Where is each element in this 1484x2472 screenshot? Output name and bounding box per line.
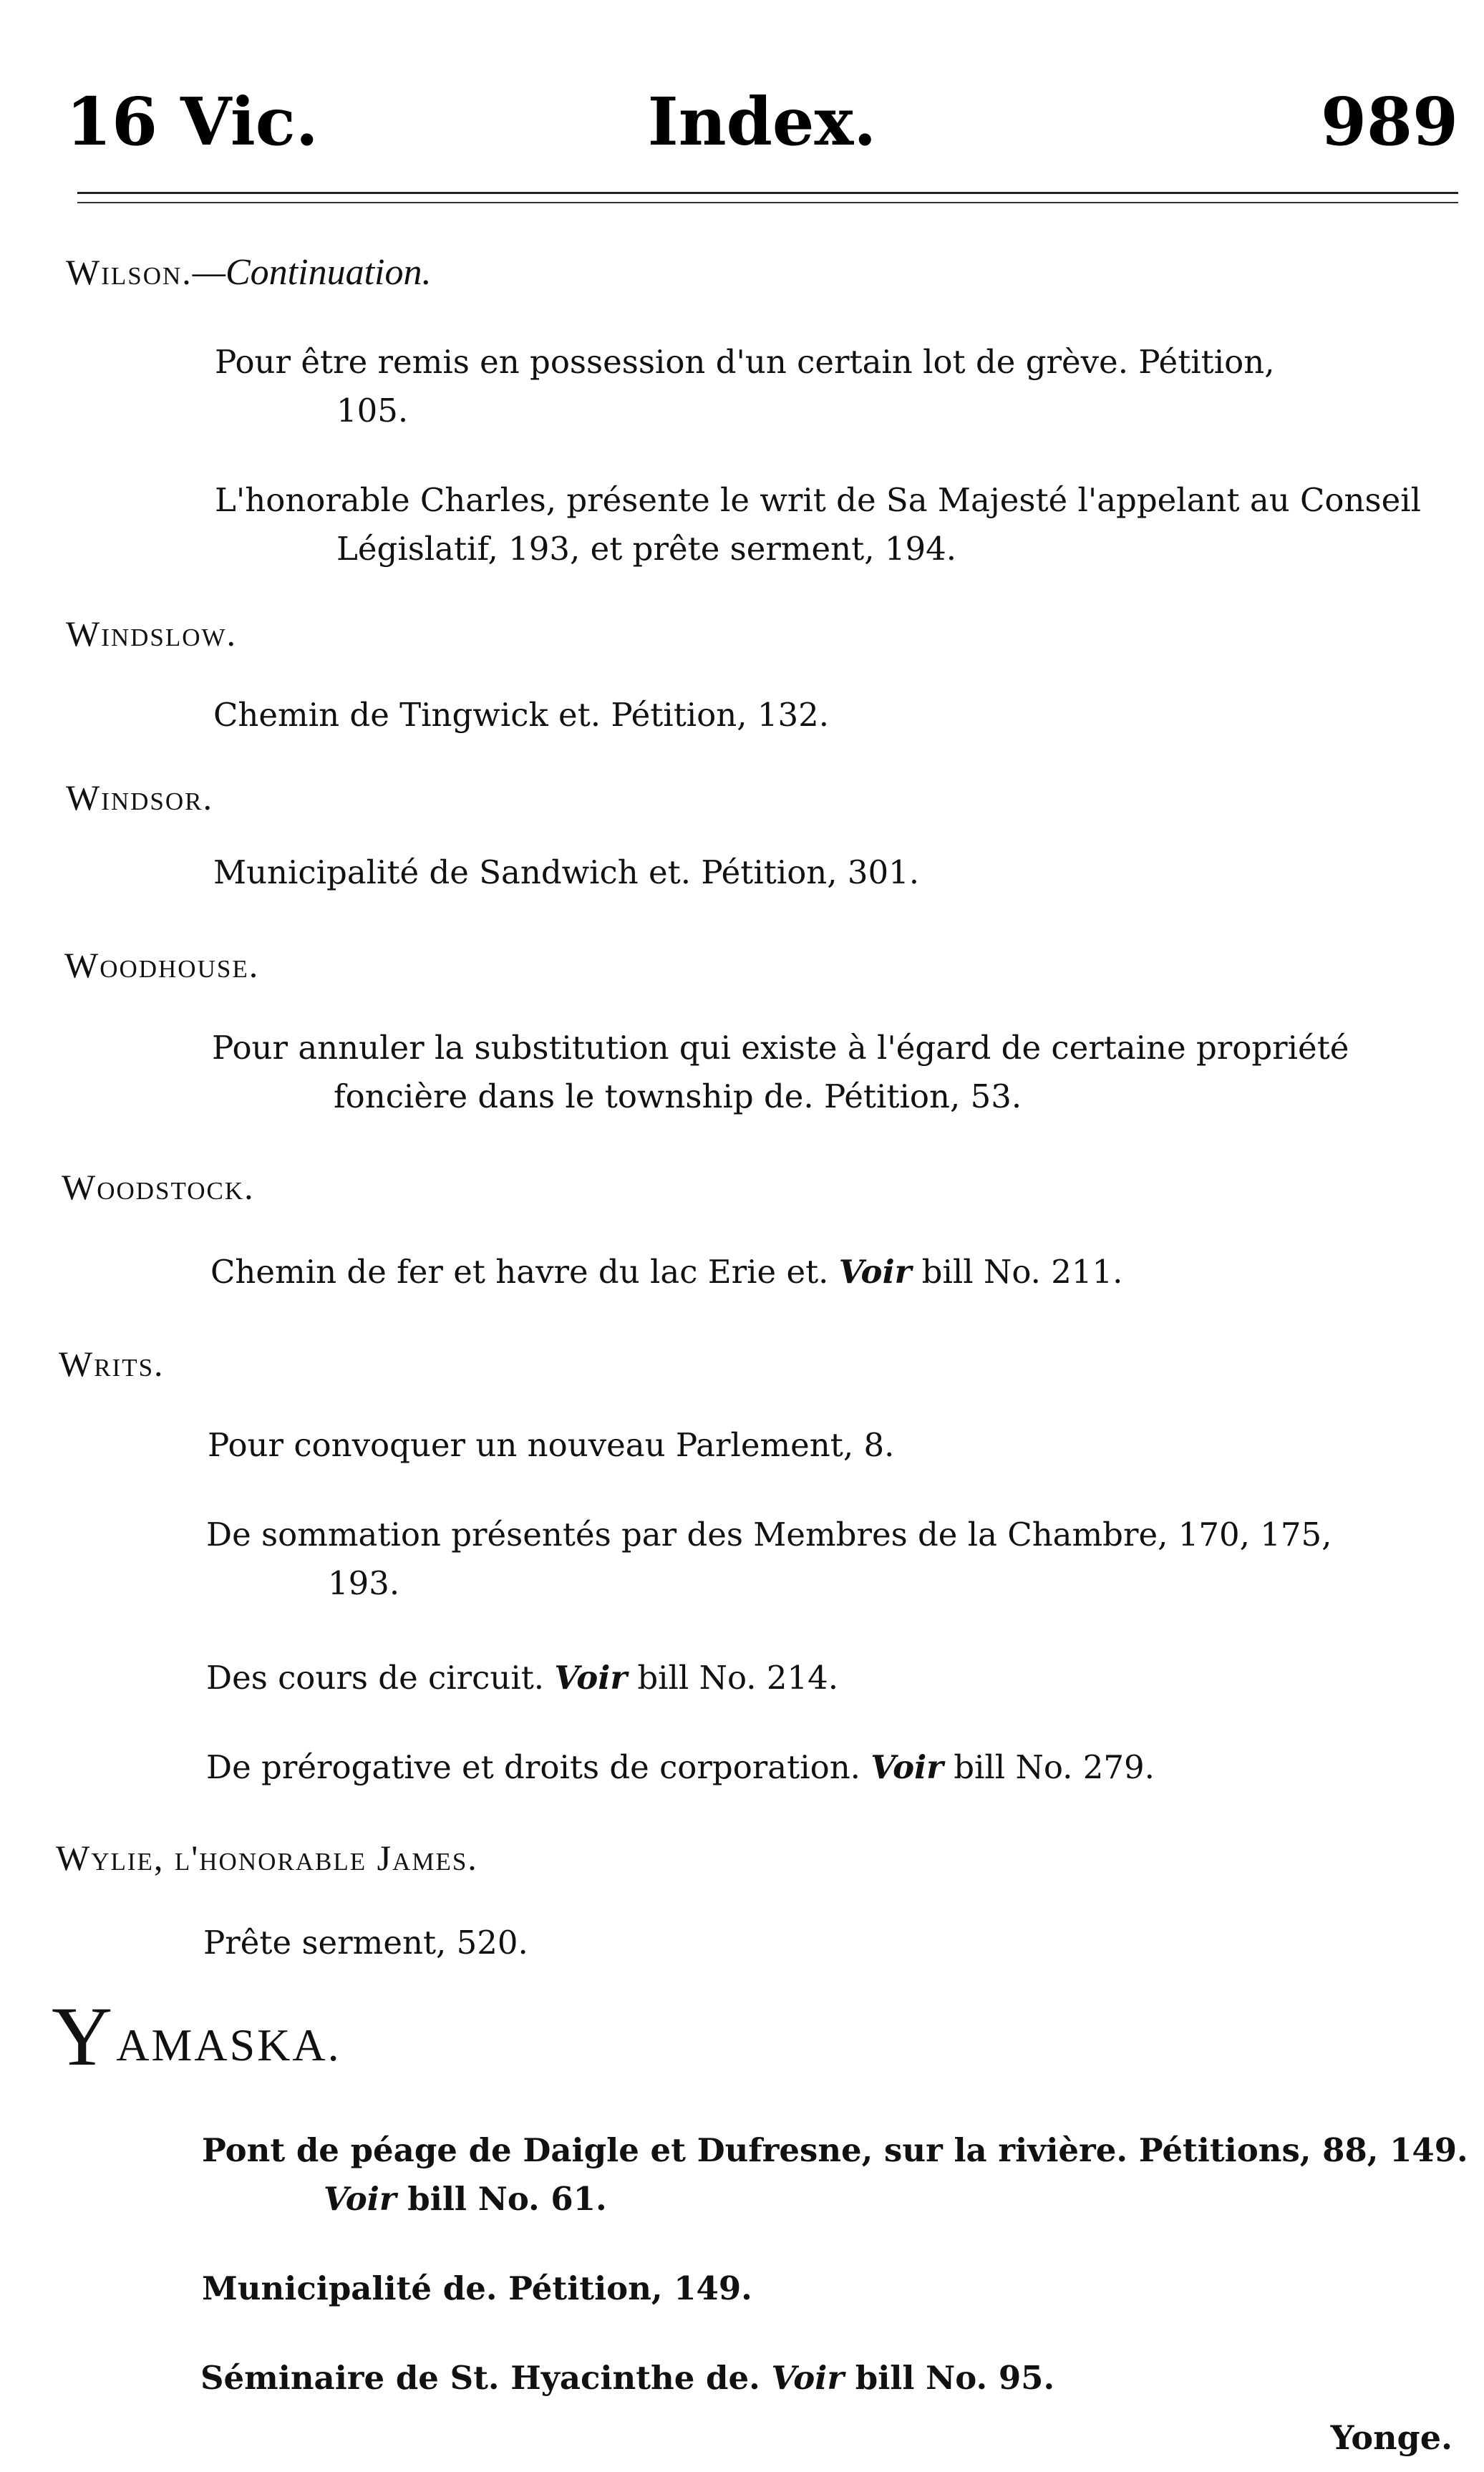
index-subentry <box>213 848 919 897</box>
header-rule-top <box>77 192 1458 194</box>
subentry-text: Chemin de fer et havre du lac Erie et. <box>210 1253 839 1291</box>
subentry-line <box>202 2175 1452 2224</box>
voir-label: Voir <box>838 1253 912 1291</box>
subentry-line: foncière dans le township de. Pétition, 53. <box>334 1077 1022 1115</box>
volume-label: 16 Vic. <box>66 83 319 160</box>
index-heading-woodstock: Woodstock. <box>62 1167 255 1207</box>
index-heading-woodhouse: Woodhouse. <box>64 945 260 985</box>
page-header <box>66 68 1458 175</box>
index-subentry <box>206 1743 1155 1792</box>
voir-label: Voir <box>554 1659 628 1697</box>
subentry-line: 105. <box>336 392 409 430</box>
bill-reference: bill No. 95. <box>844 2359 1055 2397</box>
voir-label: Voir <box>870 1748 944 1786</box>
index-heading-windslow: Windslow. <box>66 614 238 654</box>
subentry-line: Pour être remis en possession d'un certain lot de grève. Pétition, <box>215 343 1275 381</box>
continuation-label: —Continuation. <box>192 252 432 293</box>
index-subentry <box>203 1919 528 1967</box>
index-subentry <box>208 1421 894 1470</box>
page-title: Index. <box>647 83 877 160</box>
index-heading-yamaska <box>52 1989 341 2083</box>
subentry-line: Chemin de Tingwick et. Pétition, 132. <box>213 696 830 734</box>
index-subentry <box>213 691 829 740</box>
page-number: 989 <box>1320 83 1458 160</box>
subentry-line: 193. <box>328 1564 400 1602</box>
subentry-line: L'honorable Charles, présente le writ de Sa Majesté l'appelant au Conseil <box>215 481 1422 519</box>
bill-reference: bill No. 214. <box>627 1659 839 1697</box>
voir-label: Voir <box>771 2359 845 2397</box>
index-subentry <box>202 2264 752 2313</box>
index-subentry <box>212 1024 1462 1121</box>
index-subentry <box>215 476 1462 573</box>
index-subentry <box>202 2126 1468 2224</box>
subentry-line: Municipalité de Sandwich et. Pétition, 301. <box>213 853 920 891</box>
drop-capital: Y <box>52 1989 115 2083</box>
bill-reference: bill No. 211. <box>911 1253 1123 1291</box>
index-heading-writs: Writs. <box>59 1344 165 1384</box>
subentry-line: Pour convoquer un nouveau Parlement, 8. <box>208 1426 895 1464</box>
heading-text: Wilson. <box>66 252 193 292</box>
subentry-line <box>210 1248 1122 1296</box>
index-subentry <box>200 2354 1054 2403</box>
bill-reference: bill No. 279. <box>943 1748 1155 1786</box>
subentry-line: Pont de péage de Daigle et Dufresne, sur la rivière. Pétitions, 88, 149. <box>202 2131 1468 2169</box>
index-heading-wilson <box>66 251 431 294</box>
index-subentry <box>210 1248 1122 1296</box>
subentry-line <box>206 1654 838 1702</box>
subentry-text: Des cours de circuit. <box>206 1659 555 1697</box>
voir-label: Voir <box>324 2180 397 2218</box>
header-rule-bottom <box>77 202 1458 203</box>
subentry-text: Séminaire de St. Hyacinthe de. <box>200 2359 772 2397</box>
subentry-text: De prérogative et droits de corporation. <box>206 1748 871 1786</box>
index-subentry <box>206 1654 838 1702</box>
index-heading-wylie: Wylie, l'honorable James. <box>56 1838 478 1878</box>
subentry-line: Législatif, 193, et prête serment, 194. <box>336 530 957 568</box>
subentry-line <box>206 1743 1155 1792</box>
subentry-line: Municipalité de. Pétition, 149. <box>202 2269 752 2307</box>
index-subentry <box>215 338 1462 435</box>
subentry-line <box>200 2354 1054 2403</box>
catchword: Yonge. <box>1330 2418 1453 2457</box>
index-heading-windsor: Windsor. <box>66 777 213 818</box>
subentry-line: Pour annuler la substitution qui existe à l'égard de certaine propriété <box>212 1029 1349 1067</box>
subentry-line: De sommation présentés par des Membres de la Chambre, 170, 175, <box>206 1516 1332 1554</box>
bill-reference: bill No. 61. <box>396 2180 607 2218</box>
subentry-line: Prête serment, 520. <box>203 1924 528 1962</box>
heading-text: AMASKA. <box>116 2020 341 2070</box>
index-subentry <box>206 1511 1459 1608</box>
